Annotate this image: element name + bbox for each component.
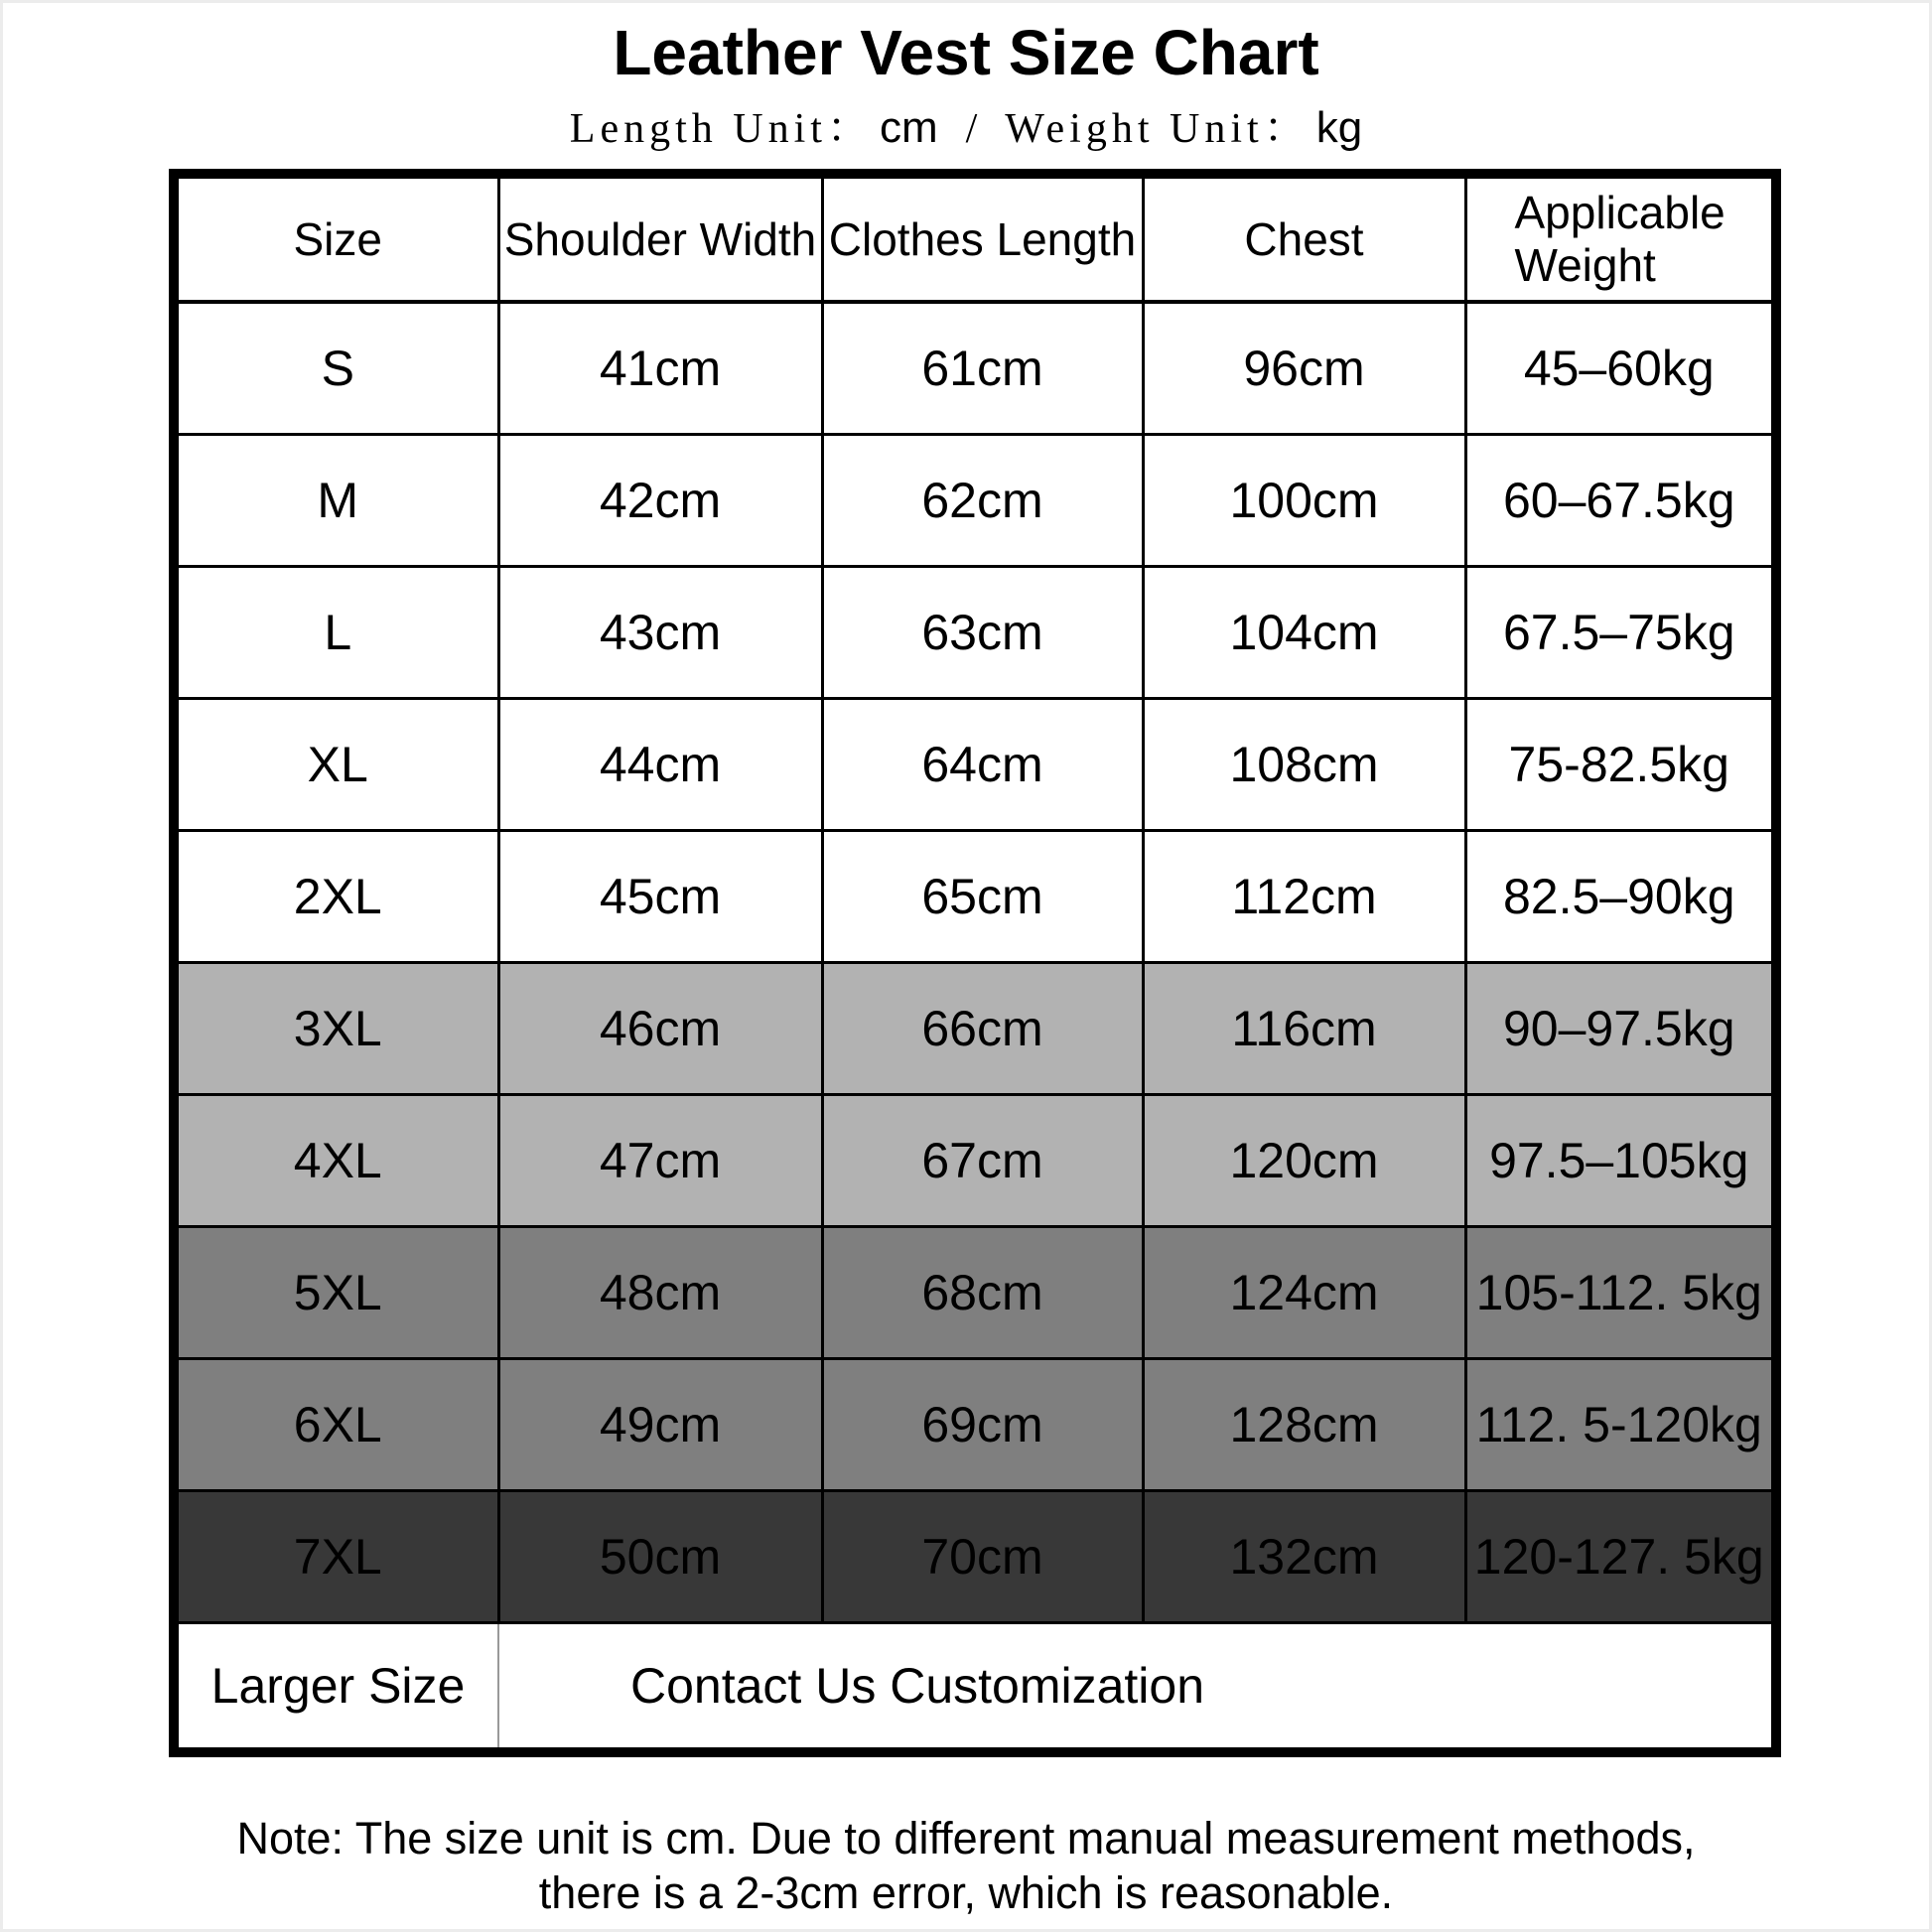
row-s bbox=[174, 302, 1776, 435]
unit-subtitle bbox=[0, 95, 1932, 155]
chest-cell: 120cm bbox=[1143, 1095, 1465, 1227]
weight-unit-label: Weight Unit： bbox=[1005, 106, 1311, 152]
row-5xl bbox=[174, 1227, 1776, 1359]
chest-cell: 124cm bbox=[1143, 1227, 1465, 1359]
shoulder-width-cell: 42cm bbox=[498, 435, 822, 567]
clothes-length-cell: 70cm bbox=[822, 1491, 1143, 1623]
shoulder-width-cell: 49cm bbox=[498, 1359, 822, 1491]
applicable-weight-cell: 60–67.5kg bbox=[1465, 435, 1776, 567]
size-cell: L bbox=[174, 567, 498, 699]
size-chart-table bbox=[169, 169, 1781, 1757]
applicable-weight-cell: 67.5–75kg bbox=[1465, 567, 1776, 699]
row-2xl bbox=[174, 831, 1776, 963]
weight-unit-value: kg bbox=[1315, 103, 1363, 152]
applicable-weight-cell: 97.5–105kg bbox=[1465, 1095, 1776, 1227]
size-cell: M bbox=[174, 435, 498, 567]
shoulder-width-cell: 50cm bbox=[498, 1491, 822, 1623]
size-cell: 5XL bbox=[174, 1227, 498, 1359]
size-cell: 6XL bbox=[174, 1359, 498, 1491]
row-6xl bbox=[174, 1359, 1776, 1491]
chest-cell: 132cm bbox=[1143, 1491, 1465, 1623]
clothes-length-cell: 62cm bbox=[822, 435, 1143, 567]
clothes-length-cell: 65cm bbox=[822, 831, 1143, 963]
clothes-length-cell: 69cm bbox=[822, 1359, 1143, 1491]
chest-cell: 128cm bbox=[1143, 1359, 1465, 1491]
row-7xl bbox=[174, 1491, 1776, 1623]
size-cell: S bbox=[174, 302, 498, 435]
note-line-2: there is a 2-3cm error, which is reasonable. bbox=[538, 1867, 1394, 1918]
shoulder-width-cell: 43cm bbox=[498, 567, 822, 699]
col-header-shoulder-width: Shoulder Width bbox=[498, 174, 822, 302]
col-header-size: Size bbox=[174, 174, 498, 302]
row-l bbox=[174, 567, 1776, 699]
row-4xl bbox=[174, 1095, 1776, 1227]
row-xl bbox=[174, 699, 1776, 831]
applicable-weight-cell: 105-112. 5kg bbox=[1465, 1227, 1776, 1359]
shoulder-width-cell: 48cm bbox=[498, 1227, 822, 1359]
shoulder-width-cell: 44cm bbox=[498, 699, 822, 831]
contact-us-customization-cell: Contact Us Customization bbox=[498, 1623, 1776, 1753]
clothes-length-cell: 66cm bbox=[822, 963, 1143, 1095]
shoulder-width-cell: 45cm bbox=[498, 831, 822, 963]
note-text bbox=[0, 1811, 1932, 1920]
row-larger-size bbox=[174, 1623, 1776, 1753]
row-3xl bbox=[174, 963, 1776, 1095]
size-cell: 7XL bbox=[174, 1491, 498, 1623]
chest-cell: 100cm bbox=[1143, 435, 1465, 567]
length-unit-value: cm bbox=[879, 103, 938, 152]
clothes-length-cell: 63cm bbox=[822, 567, 1143, 699]
col-header-clothes-length: Clothes Length bbox=[822, 174, 1143, 302]
shoulder-width-cell: 41cm bbox=[498, 302, 822, 435]
applicable-weight-cell: 112. 5-120kg bbox=[1465, 1359, 1776, 1491]
length-unit-label: Length Unit： bbox=[569, 106, 874, 152]
col-header-chest: Chest bbox=[1143, 174, 1465, 302]
header-row bbox=[174, 174, 1776, 302]
size-cell: 4XL bbox=[174, 1095, 498, 1227]
shoulder-width-cell: 47cm bbox=[498, 1095, 822, 1227]
chest-cell: 104cm bbox=[1143, 567, 1465, 699]
shoulder-width-cell: 46cm bbox=[498, 963, 822, 1095]
applicable-weight-cell: 82.5–90kg bbox=[1465, 831, 1776, 963]
clothes-length-cell: 64cm bbox=[822, 699, 1143, 831]
chest-cell: 116cm bbox=[1143, 963, 1465, 1095]
note-line-1: Note: The size unit is cm. Due to different manual measurement methods, bbox=[236, 1813, 1696, 1863]
row-m bbox=[174, 435, 1776, 567]
clothes-length-cell: 61cm bbox=[822, 302, 1143, 435]
size-cell: 3XL bbox=[174, 963, 498, 1095]
applicable-weight-cell: 90–97.5kg bbox=[1465, 963, 1776, 1095]
clothes-length-cell: 68cm bbox=[822, 1227, 1143, 1359]
size-cell: 2XL bbox=[174, 831, 498, 963]
chest-cell: 112cm bbox=[1143, 831, 1465, 963]
larger-size-label: Larger Size bbox=[174, 1623, 498, 1753]
col-header-applicable-weight: Applicable Weight bbox=[1465, 174, 1776, 302]
applicable-weight-cell: 120-127. 5kg bbox=[1465, 1491, 1776, 1623]
chest-cell: 108cm bbox=[1143, 699, 1465, 831]
page-title: Leather Vest Size Chart bbox=[613, 17, 1319, 88]
size-cell: XL bbox=[174, 699, 498, 831]
subtitle-separator: / bbox=[965, 106, 978, 152]
chest-cell: 96cm bbox=[1143, 302, 1465, 435]
applicable-weight-cell: 45–60kg bbox=[1465, 302, 1776, 435]
applicable-weight-cell: 75-82.5kg bbox=[1465, 699, 1776, 831]
clothes-length-cell: 67cm bbox=[822, 1095, 1143, 1227]
